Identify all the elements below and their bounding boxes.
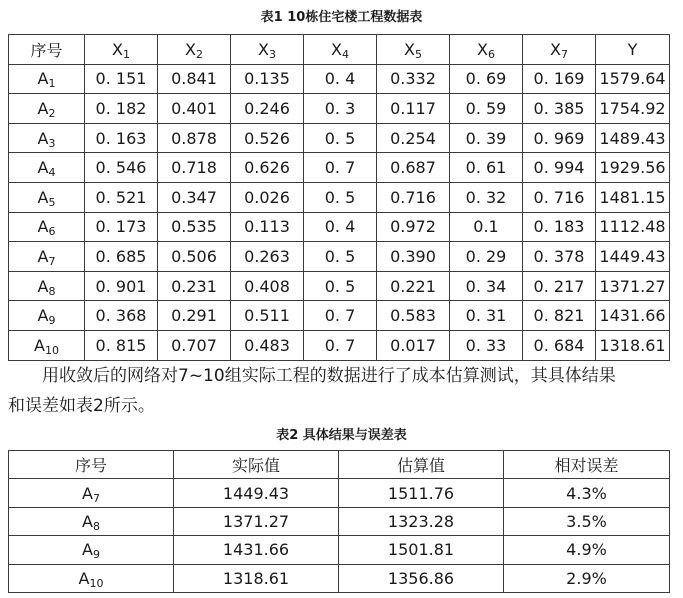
table1-header-cell-text: X bbox=[112, 39, 123, 59]
table-cell: 1112.48 bbox=[596, 212, 670, 242]
table-row bbox=[9, 507, 670, 535]
table2-results-errors bbox=[8, 450, 670, 593]
table1-header-cell bbox=[231, 35, 304, 65]
table1-header-row bbox=[9, 35, 670, 65]
table-cell: 0. 34 bbox=[450, 271, 523, 301]
table-cell: 0.401 bbox=[158, 94, 231, 124]
table-cell: 0. 29 bbox=[450, 242, 523, 272]
row-label-subscript: 1 bbox=[48, 77, 56, 91]
table-cell: 0.231 bbox=[158, 271, 231, 301]
table1-header-cell-text: X bbox=[477, 39, 488, 59]
table-cell: 0. 368 bbox=[85, 301, 158, 331]
table-cell: 1489.43 bbox=[596, 123, 670, 153]
row-label-text: A bbox=[37, 246, 49, 266]
row-label-text: A bbox=[82, 511, 93, 531]
table-cell: 0. 61 bbox=[450, 153, 523, 183]
table1-header-cell bbox=[523, 35, 596, 65]
row-label bbox=[9, 301, 85, 331]
table-cell: 0.263 bbox=[231, 242, 304, 272]
table1-body bbox=[9, 64, 670, 360]
table-cell: 1449.43 bbox=[596, 242, 670, 272]
table-cell: 0. 5 bbox=[304, 271, 377, 301]
table-cell: 0.511 bbox=[231, 301, 304, 331]
table-cell: 0.390 bbox=[377, 242, 450, 272]
row-label-subscript: 9 bbox=[48, 314, 56, 328]
table2-header-cell: 序号 bbox=[9, 451, 174, 479]
table-cell: 0.535 bbox=[158, 212, 231, 242]
table-cell: 1929.56 bbox=[596, 153, 670, 183]
table-cell: 0.687 bbox=[377, 153, 450, 183]
table-cell: 0.626 bbox=[231, 153, 304, 183]
table2-header-cell: 实际值 bbox=[174, 451, 339, 479]
table1-header-cell-text: 序号 bbox=[30, 40, 63, 60]
table1-header-cell bbox=[450, 35, 523, 65]
row-label-text: A bbox=[78, 568, 90, 588]
table-cell: 0. 546 bbox=[85, 153, 158, 183]
table1-header-cell bbox=[158, 35, 231, 65]
table-cell: 1431.66 bbox=[596, 301, 670, 331]
table1-header-cell-text: X bbox=[331, 39, 342, 59]
row-label-subscript: 2 bbox=[48, 106, 56, 120]
table-cell: 0.718 bbox=[158, 153, 231, 183]
table-cell: 0.716 bbox=[377, 182, 450, 212]
row-label bbox=[9, 479, 174, 507]
table-row bbox=[9, 94, 670, 124]
table1-header-cell-text: Y bbox=[627, 39, 638, 59]
table1-header-cell bbox=[596, 35, 670, 65]
table1-header-cell-subscript: 3 bbox=[268, 47, 276, 61]
table-row bbox=[9, 564, 670, 592]
row-label-text: A bbox=[37, 158, 49, 178]
table1-header-cell bbox=[377, 35, 450, 65]
table-cell: 0. 59 bbox=[450, 94, 523, 124]
table1-header-cell bbox=[9, 35, 85, 65]
table-cell: 0.707 bbox=[158, 330, 231, 360]
row-label-text: A bbox=[37, 69, 49, 89]
row-label-subscript: 9 bbox=[92, 548, 100, 562]
row-label bbox=[9, 64, 85, 94]
row-label-text: A bbox=[37, 187, 49, 207]
row-label-subscript: 10 bbox=[44, 343, 59, 357]
row-label bbox=[9, 536, 174, 564]
row-label-text: A bbox=[37, 276, 49, 296]
row-label bbox=[9, 94, 85, 124]
table-cell: 0. 4 bbox=[304, 212, 377, 242]
table-cell: 0.026 bbox=[231, 182, 304, 212]
table-cell: 1511.76 bbox=[339, 479, 504, 507]
table1-header-cell-subscript: 5 bbox=[414, 47, 422, 61]
table-row bbox=[9, 479, 670, 507]
table-cell: 0. 169 bbox=[523, 64, 596, 94]
table-cell: 0. 183 bbox=[523, 212, 596, 242]
table-cell: 4.3% bbox=[504, 479, 670, 507]
table-cell: 2.9% bbox=[504, 564, 670, 592]
table1-header-cell bbox=[85, 35, 158, 65]
row-label-subscript: 10 bbox=[89, 576, 104, 590]
table-row bbox=[9, 242, 670, 272]
table-cell: 0.117 bbox=[377, 94, 450, 124]
table-cell: 0.506 bbox=[158, 242, 231, 272]
table-cell: 0. 716 bbox=[523, 182, 596, 212]
row-label-text: A bbox=[37, 306, 49, 326]
table-cell: 0. 3 bbox=[304, 94, 377, 124]
table-row bbox=[9, 536, 670, 564]
table1-header-cell-text: X bbox=[550, 39, 561, 59]
table-cell: 0.583 bbox=[377, 301, 450, 331]
row-label bbox=[9, 123, 85, 153]
table-cell: 1449.43 bbox=[174, 479, 339, 507]
row-label bbox=[9, 330, 85, 360]
row-label-subscript: 8 bbox=[92, 519, 100, 533]
table-cell: 1481.15 bbox=[596, 182, 670, 212]
row-label bbox=[9, 182, 85, 212]
table-cell: 0. 39 bbox=[450, 123, 523, 153]
table1-header-cell-subscript: 1 bbox=[122, 47, 130, 61]
table-cell: 0. 33 bbox=[450, 330, 523, 360]
row-label bbox=[9, 271, 85, 301]
table1-header-cell-text: X bbox=[258, 39, 269, 59]
table2-header-row bbox=[9, 451, 670, 479]
table-cell: 1356.86 bbox=[339, 564, 504, 592]
table-cell: 0. 821 bbox=[523, 301, 596, 331]
row-label bbox=[9, 242, 85, 272]
table1-header-cell-text: X bbox=[404, 39, 415, 59]
table-cell: 0. 994 bbox=[523, 153, 596, 183]
table-row bbox=[9, 153, 670, 183]
table-cell: 0.246 bbox=[231, 94, 304, 124]
table-cell: 1501.81 bbox=[339, 536, 504, 564]
row-label-text: A bbox=[37, 98, 49, 118]
table-cell: 4.9% bbox=[504, 536, 670, 564]
table-cell: 0. 378 bbox=[523, 242, 596, 272]
table-cell: 0.972 bbox=[377, 212, 450, 242]
table-cell: 0.221 bbox=[377, 271, 450, 301]
table-cell: 0. 815 bbox=[85, 330, 158, 360]
row-label-subscript: 3 bbox=[48, 136, 56, 150]
table-cell: 0.017 bbox=[377, 330, 450, 360]
table-cell: 0. 521 bbox=[85, 182, 158, 212]
table2-caption: 表2 具体结果与误差表 bbox=[276, 428, 407, 443]
table1-header-cell-subscript: 4 bbox=[341, 47, 349, 61]
row-label bbox=[9, 153, 85, 183]
paragraph-line2: 和误差如表2所示。 bbox=[8, 396, 155, 416]
row-label-subscript: 6 bbox=[48, 225, 56, 239]
table-cell: 1318.61 bbox=[174, 564, 339, 592]
table2-header-cell: 相对误差 bbox=[504, 451, 670, 479]
table-row bbox=[9, 64, 670, 94]
table-cell: 0. 969 bbox=[523, 123, 596, 153]
table1-header-cell-subscript: 6 bbox=[487, 47, 495, 61]
table-cell: 0.483 bbox=[231, 330, 304, 360]
table-cell: 1431.66 bbox=[174, 536, 339, 564]
table-cell: 0. 5 bbox=[304, 242, 377, 272]
row-label-text: A bbox=[34, 335, 45, 355]
row-label-text: A bbox=[37, 217, 49, 237]
table-cell: 0.408 bbox=[231, 271, 304, 301]
table1-header-cell-subscript: 2 bbox=[195, 47, 203, 61]
table-cell: 0. 5 bbox=[304, 123, 377, 153]
row-label-subscript: 7 bbox=[92, 491, 100, 505]
table-cell: 0.1 bbox=[450, 212, 523, 242]
table-cell: 1371.27 bbox=[596, 271, 670, 301]
row-label-subscript: 5 bbox=[48, 195, 56, 209]
table-cell: 0. 32 bbox=[450, 182, 523, 212]
table-cell: 0.841 bbox=[158, 64, 231, 94]
table-cell: 0. 31 bbox=[450, 301, 523, 331]
table-cell: 0.291 bbox=[158, 301, 231, 331]
table2-header-cell: 估算值 bbox=[339, 451, 504, 479]
table-cell: 0. 69 bbox=[450, 64, 523, 94]
table-cell: 0. 684 bbox=[523, 330, 596, 360]
row-label bbox=[9, 564, 174, 592]
row-label-subscript: 8 bbox=[48, 284, 56, 298]
table-cell: 0.526 bbox=[231, 123, 304, 153]
row-label-text: A bbox=[82, 483, 93, 503]
row-label bbox=[9, 507, 174, 535]
table-row bbox=[9, 123, 670, 153]
row-label bbox=[9, 212, 85, 242]
table-cell: 0. 151 bbox=[85, 64, 158, 94]
table-cell: 0. 7 bbox=[304, 153, 377, 183]
table-cell: 0. 385 bbox=[523, 94, 596, 124]
row-label-text: A bbox=[37, 128, 49, 148]
table1-header-cell-subscript: 7 bbox=[560, 47, 568, 61]
table-cell: 0. 182 bbox=[85, 94, 158, 124]
table-cell: 0. 7 bbox=[304, 301, 377, 331]
table-cell: 0. 173 bbox=[85, 212, 158, 242]
table-cell: 0.135 bbox=[231, 64, 304, 94]
table-cell: 0. 7 bbox=[304, 330, 377, 360]
table1-header-cell bbox=[304, 35, 377, 65]
row-label-text: A bbox=[82, 540, 93, 560]
table-row bbox=[9, 301, 670, 331]
paragraph-line1: 用收敛后的网络对7~10组实际工程的数据进行了成本估算测试，其具体结果 bbox=[42, 366, 616, 386]
table-cell: 1318.61 bbox=[596, 330, 670, 360]
table-cell: 1754.92 bbox=[596, 94, 670, 124]
table-cell: 0.332 bbox=[377, 64, 450, 94]
table-cell: 1371.27 bbox=[174, 507, 339, 535]
table-cell: 0. 163 bbox=[85, 123, 158, 153]
table-cell: 0. 901 bbox=[85, 271, 158, 301]
table-cell: 0. 5 bbox=[304, 182, 377, 212]
table-row bbox=[9, 182, 670, 212]
table-row bbox=[9, 271, 670, 301]
table-cell: 1579.64 bbox=[596, 64, 670, 94]
table-cell: 0.113 bbox=[231, 212, 304, 242]
table-cell: 0. 4 bbox=[304, 64, 377, 94]
table1-engineering-data bbox=[8, 34, 670, 361]
table1-header-cell-text: X bbox=[185, 39, 196, 59]
row-label-subscript: 4 bbox=[48, 166, 56, 180]
table-cell: 0.254 bbox=[377, 123, 450, 153]
table-cell: 0.878 bbox=[158, 123, 231, 153]
table2-body bbox=[9, 479, 670, 593]
table-cell: 0. 217 bbox=[523, 271, 596, 301]
table-cell: 1323.28 bbox=[339, 507, 504, 535]
table-cell: 0.347 bbox=[158, 182, 231, 212]
table-cell: 3.5% bbox=[504, 507, 670, 535]
table-row bbox=[9, 330, 670, 360]
row-label-subscript: 7 bbox=[48, 254, 56, 268]
table-cell: 0. 685 bbox=[85, 242, 158, 272]
table1-caption: 表1 10栋住宅楼工程数据表 bbox=[260, 10, 423, 25]
table-row bbox=[9, 212, 670, 242]
